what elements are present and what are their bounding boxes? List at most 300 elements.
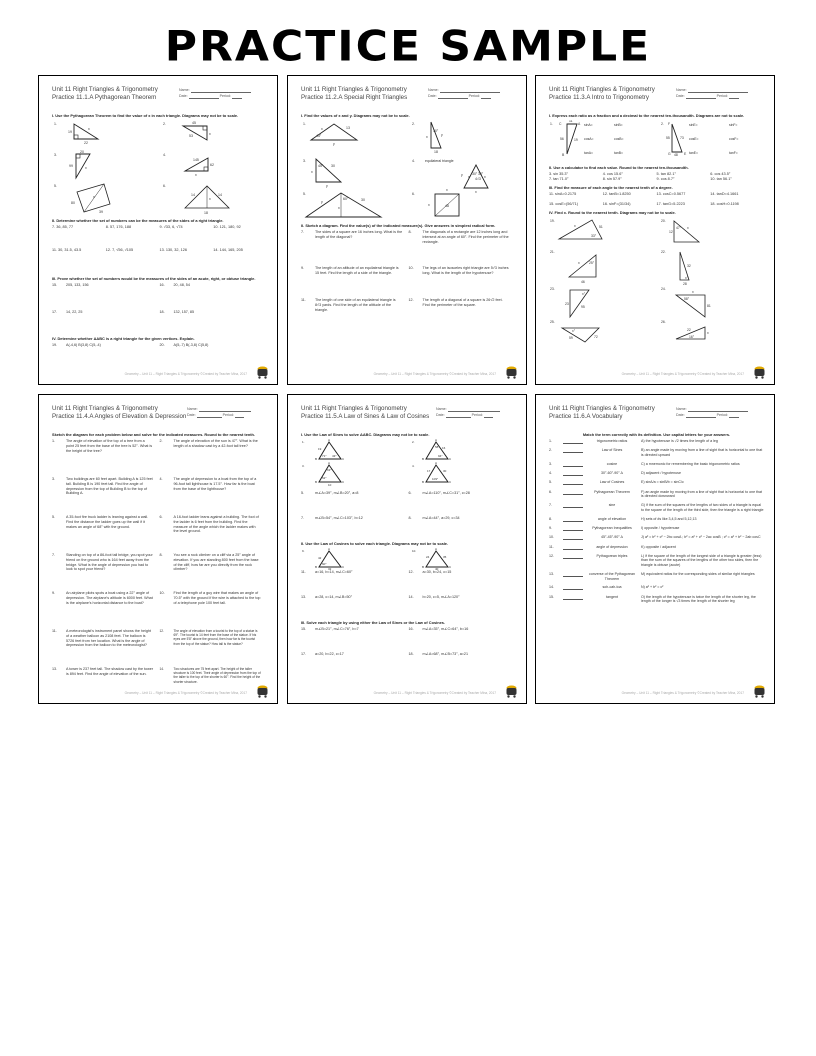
period-line: [481, 94, 491, 99]
svg-text:B: B: [562, 153, 565, 157]
worksheet-header: [549, 405, 764, 429]
vocab-item: 15. tangent O) the length of the hypotenuse is twice the length of the shorter leg, the length of the longer is √3 times the length of the shorter leg: [549, 594, 756, 604]
law-of-cosines-figures: [301, 548, 516, 570]
section-heading: III. Prove whether the set of numbers would be the measures of the sides of an acute, right, or obtuse triangle.: [52, 276, 256, 281]
pythagorean-figures: [52, 120, 267, 215]
svg-text:45: 45: [192, 121, 196, 125]
vocab-item: 12. Pythagorean triples L) if the square of the length of the longest side of a triangle is greater (less) than the sum of the squares of the lengths of the other two sides, then the triangle is obtuse (acute): [549, 553, 762, 568]
svg-text:x: x: [578, 261, 580, 265]
svg-text:24.: 24.: [661, 287, 666, 291]
period-label: Period:: [716, 94, 728, 98]
problem-item: 7. 36, 85, 77: [52, 225, 74, 229]
svg-text:B: B: [315, 565, 318, 569]
svg-text:cosF=: cosF=: [729, 137, 739, 141]
period-line: [235, 413, 244, 418]
vocab-item: 8. angle of elevation H) sets of #s like 3,4,5 and 5,12,13: [549, 516, 697, 521]
section-heading: Match the term correctly with its definition. Use capital letters for your answers.: [582, 432, 731, 437]
section-heading: II. Use the Law of Cosines to solve each triangle. Diagrams may not be to scale.: [301, 541, 449, 546]
answer-blank[interactable]: [563, 448, 583, 453]
svg-text:A: A: [435, 439, 438, 442]
gold-pot-icon: [753, 365, 766, 379]
vocab-item: 5. Law of Cosines E) sinA/a = sinB/b = sinC/c: [549, 480, 684, 485]
svg-text:9.: 9.: [302, 549, 305, 553]
svg-text:58°: 58°: [435, 445, 440, 449]
answer-blank[interactable]: [563, 526, 583, 531]
unit-title: Unit 11 Right Triangles & Trigonometry: [52, 405, 158, 412]
answer-blank[interactable]: [563, 595, 583, 600]
svg-text:x: x: [707, 331, 709, 335]
problem-item: 9. √33, 6, √74: [159, 225, 183, 229]
period-label: Period:: [471, 413, 483, 417]
svg-text:2.: 2.: [661, 122, 664, 126]
svg-text:tanA=: tanA=: [584, 151, 593, 155]
svg-text:32: 32: [328, 567, 332, 570]
svg-text:x: x: [321, 127, 323, 131]
section-heading: I. Use the Pythagorean Theorem to find the value of x in each triangle. Diagrams may not be to scale.: [52, 113, 239, 118]
svg-text:x: x: [484, 175, 486, 179]
gold-pot-icon: [256, 684, 269, 698]
svg-text:y: y: [326, 184, 328, 188]
svg-text:x: x: [195, 173, 197, 177]
svg-text:22.: 22.: [661, 250, 666, 254]
answer-blank[interactable]: [563, 439, 583, 444]
answer-blank[interactable]: [563, 585, 583, 590]
problem-pair: 5. m∠A=39°, m∠B=20°, a=8 6. m∠A=110°, m∠C=31°, c=28: [301, 491, 470, 495]
svg-text:3.: 3.: [54, 153, 57, 157]
period-label: Period:: [716, 413, 728, 417]
svg-text:A: A: [328, 548, 331, 551]
svg-text:F: F: [668, 122, 671, 126]
svg-text:10: 10: [328, 483, 332, 487]
vocab-item: 2. Law of Sines B) an angle made by moving from a line of sight that is horizontal to one that is directed upward: [549, 448, 763, 457]
gold-pot-icon: [505, 365, 518, 379]
worksheet-header: [52, 405, 267, 429]
svg-text:43°: 43°: [332, 454, 337, 458]
svg-text:39: 39: [99, 210, 103, 214]
svg-text:11: 11: [569, 120, 573, 123]
svg-text:C: C: [342, 480, 345, 484]
svg-text:sinE=: sinE=: [689, 123, 698, 127]
svg-text:14: 14: [191, 193, 195, 197]
section-heading: III. Find the measure of each angle to the nearest tenth of a degree.: [549, 185, 673, 190]
svg-text:cosE=: cosE=: [689, 137, 699, 141]
answer-blank[interactable]: [563, 490, 583, 495]
vocab-item: 3. cosine C) a mnemonic for remembering the basic trigonometric ratios: [549, 461, 740, 466]
svg-text:x: x: [93, 195, 95, 199]
worksheet-special-right-triangles: [287, 75, 527, 385]
svg-text:1.: 1.: [550, 122, 553, 126]
worksheet-header: [549, 86, 764, 110]
svg-text:sinB=: sinB=: [614, 123, 623, 127]
svg-text:30°: 30°: [472, 172, 478, 176]
svg-text:18: 18: [434, 150, 438, 154]
svg-text:73: 73: [680, 136, 684, 140]
answer-blank[interactable]: [563, 545, 583, 550]
svg-text:30: 30: [443, 469, 447, 473]
svg-text:55: 55: [666, 136, 670, 140]
svg-text:C: C: [449, 565, 452, 569]
unit-title: Unit 11 Right Triangles & Trigonometry: [52, 86, 158, 93]
svg-text:C: C: [342, 565, 345, 569]
svg-text:30: 30: [361, 198, 365, 202]
answer-blank[interactable]: [563, 480, 583, 485]
svg-text:20.: 20.: [661, 219, 666, 223]
period-line: [484, 413, 493, 418]
svg-text:x: x: [209, 132, 211, 136]
svg-text:tanB=: tanB=: [614, 151, 623, 155]
svg-text:45°: 45°: [316, 134, 322, 138]
svg-text:56: 56: [560, 137, 564, 141]
answer-blank[interactable]: [563, 572, 583, 577]
vocab-item: 4. 30°-60°-90° Δ D) adjacent / hypotenuse: [549, 471, 681, 476]
name-label: Name:: [676, 88, 687, 92]
svg-text:52°: 52°: [322, 476, 327, 480]
svg-text:30°: 30°: [433, 129, 439, 133]
svg-text:109°: 109°: [432, 477, 439, 481]
practice-title: Practice 11.5.A Law of Sines & Law of Cosines: [301, 413, 430, 420]
vocab-item: 14. soh-cah-toa N) a² + b² = c²: [549, 585, 664, 590]
svg-text:1.: 1.: [54, 122, 57, 126]
svg-text:46: 46: [581, 280, 585, 284]
number-set-row: [52, 225, 267, 230]
practice-title: Practice 11.2.A Special Right Triangles: [301, 94, 408, 101]
svg-text:48: 48: [674, 153, 678, 157]
trig-ratio-figures: [549, 120, 764, 162]
svg-text:53: 53: [189, 134, 193, 138]
svg-text:5.: 5.: [54, 184, 57, 188]
svg-text:x: x: [692, 290, 694, 294]
name-label: Name:: [179, 88, 190, 92]
name-label: Name:: [436, 407, 447, 411]
svg-text:6.: 6.: [412, 192, 415, 196]
svg-text:95: 95: [581, 305, 585, 309]
vocab-item: 11. angle of depression K) opposite / adjacent: [549, 544, 676, 549]
period-line: [729, 413, 739, 418]
svg-text:23.: 23.: [550, 287, 555, 291]
section-heading: IV. Determine whether ΔABC is a right triangle for the given vertices. Explain.: [52, 335, 195, 341]
svg-text:B: B: [422, 565, 425, 569]
svg-text:5.: 5.: [303, 192, 306, 196]
name-date-period: [676, 406, 756, 418]
name-date-period: [676, 87, 756, 99]
problem-pair: 19. A(-4,6) B(3,8) C(5,-4) 20. A(5,-7) B(-3,8) C(5,8): [52, 342, 209, 347]
section-heading: II. Sketch a diagram. Find the value(s) of the indicated measure(s). Give answers in simplest radical form.: [301, 223, 496, 228]
section-heading: Sketch the diagram for each problem below and solve for the indicated measures. Round to the nearest tenth.: [52, 432, 256, 437]
svg-text:47°: 47°: [676, 226, 682, 230]
problem-pair: 1. The angle of elevation of the top of a tree from a point 25 feet from the base of the tree is 52°. What is the height of the tree? 2. The angle of elevation of the sun is 47°. What is the length of a shadow cast by a 42-foot tall tree?: [52, 439, 258, 453]
gold-pot-icon: [505, 684, 518, 698]
svg-text:x°: x°: [582, 292, 586, 296]
svg-text:2.: 2.: [163, 122, 166, 126]
svg-text:1.: 1.: [302, 440, 305, 444]
practice-title: Practice 11.1.A Pythagorean Theorem: [52, 94, 157, 101]
name-label: Name:: [676, 407, 687, 411]
svg-text:B: B: [422, 480, 425, 484]
banner-title: PRACTICE SAMPLE: [164, 22, 652, 71]
vocab-item: 6. Pythagorean Theorem F) an angle made by moving from a line of sight that is horizontal to one that is directed downward: [549, 489, 763, 499]
section-heading: I. Find the values of x and y. Diagrams may not be to scale.: [301, 113, 410, 118]
section-heading: III. Solve each triangle by using either the Law of Sines or the Law of Cosines.: [301, 620, 445, 625]
answer-blank[interactable]: [563, 471, 583, 476]
angle-row: 11. sinA=0.2175 12. tanB=1.8250 13. cosC=0.5677 14. tanD=4.1661: [549, 192, 739, 196]
svg-text:A: A: [328, 461, 331, 465]
number-set-row: [52, 248, 267, 253]
unit-title: Unit 11 Right Triangles & Trigonometry: [549, 405, 655, 412]
svg-text:26.: 26.: [661, 320, 666, 324]
svg-text:x: x: [446, 188, 448, 192]
svg-text:y: y: [441, 133, 443, 137]
unit-title: Unit 11 Right Triangles & Trigonometry: [301, 86, 407, 93]
date-line: [438, 94, 468, 99]
svg-text:42: 42: [318, 556, 322, 560]
problem-item: 10. 121, 180, 92: [213, 225, 241, 229]
svg-text:40: 40: [435, 567, 439, 570]
svg-text:94°: 94°: [438, 454, 443, 458]
svg-text:2.: 2.: [412, 440, 415, 444]
angle-row: 15. cosE=(56/71) 16. sinF=(31/34) 17. tanG=5.2223 18. cosH=0.1198: [549, 202, 739, 206]
svg-text:y: y: [333, 142, 335, 146]
svg-text:x°: x°: [572, 329, 576, 333]
problem-item: 11. 30, 31.5, 43.5: [52, 248, 82, 252]
svg-text:E: E: [684, 152, 687, 156]
svg-text:58°: 58°: [684, 297, 690, 301]
practice-title: Practice 11.3.A Intro to Trigonometry: [549, 94, 649, 101]
vocab-item: 13. converse of the Pythagorean Theorem M) equivalent ratios for the corresponding sides of similar right triangles: [549, 571, 755, 581]
page-footer: Geometry – Unit 11 – Right Triangles & Trigonometry ©Created by Teacher Mina, 2017: [621, 372, 744, 376]
gold-pot-icon: [256, 365, 269, 379]
problem-pair: 11. A meteorologist's instrument panel shows the height of a weather balloon as 2108 feet. The balloon is 5726 feet from her location. What is the angle of depression from the balloon to the meteorologist? 12. The angle of elevation from a tourist to the top of a statue is 69°. The tourist is 14 feet from the base of the statue. If his eyes are 5'8" above the ground, then how far is the tourist from the top of the statue? How tall is the statue?: [52, 629, 258, 648]
problem-pair: 17. 14, 22, 25 18. 132, 157, 85: [52, 309, 195, 314]
svg-text:30: 30: [331, 164, 335, 168]
svg-text:145: 145: [193, 158, 199, 162]
worksheet-vocabulary: [535, 394, 775, 704]
gold-pot-icon: [753, 684, 766, 698]
svg-text:30°: 30°: [478, 172, 484, 176]
page-footer: Geometry – Unit 11 – Right Triangles & Trigonometry ©Created by Teacher Mina, 2017: [124, 691, 247, 695]
vocab-item: 9. Pythagorean Inequalities I) opposite / hypotenuse: [549, 525, 680, 530]
name-date-period: [428, 87, 508, 99]
svg-text:equilateral triangle: equilateral triangle: [425, 159, 454, 163]
svg-text:3.: 3.: [302, 464, 305, 468]
svg-text:51: 51: [599, 225, 603, 229]
svg-text:19: 19: [318, 447, 322, 451]
date-label: Date:: [676, 94, 685, 98]
date-label: Date:: [676, 413, 685, 417]
special-triangle-figures: [301, 120, 516, 220]
svg-text:4.: 4.: [163, 153, 166, 157]
name-date-period: [179, 87, 259, 99]
problem-item: 12. 7, √56, √105: [105, 248, 134, 252]
svg-text:x°: x°: [685, 276, 689, 280]
svg-text:y: y: [321, 200, 323, 204]
svg-text:x: x: [88, 127, 90, 131]
period-label: Period:: [468, 94, 480, 98]
section-heading: IV. Find x. Round to the nearest tenth. Diagrams may not be to scale.: [549, 210, 676, 215]
problem-pair: 5. A 35-foot fire truck ladder is leaning against a wall. Find the distance the ladder goes up the wall if it makes an angle of 68° with the ground. 6. A 16-foot ladder leans against a building. The foot of the ladder is 6 feet from the building. Find the measure of the angle which the ladder makes with the level ground.: [52, 515, 259, 534]
date-line: [189, 94, 219, 99]
svg-text:99: 99: [69, 164, 73, 168]
svg-text:x: x: [428, 203, 430, 207]
svg-text:17: 17: [427, 469, 431, 473]
svg-text:33°: 33°: [591, 234, 597, 238]
svg-text:A: A: [328, 439, 331, 442]
svg-text:71°: 71°: [322, 454, 327, 458]
svg-text:tanE=: tanE=: [689, 151, 698, 155]
svg-text:x: x: [574, 224, 576, 228]
svg-text:C: C: [342, 457, 345, 461]
worksheet-law-of-sines-cosines: [287, 394, 527, 704]
page-footer: Geometry – Unit 11 – Right Triangles & Trigonometry ©Created by Teacher Mina, 2017: [621, 691, 744, 695]
svg-text:80: 80: [71, 201, 75, 205]
date-line: [446, 413, 471, 418]
name-date-period: [187, 406, 259, 418]
svg-text:12: 12: [669, 230, 673, 234]
problem-item: 13. 130, 32, 126: [159, 248, 187, 252]
problem-pair: 7. Standing on top of a 86-foot tall bridge, you spot your friend on the ground who is 164 feet away from the bridge. What is the angle of depression you had to look to spot your friend? 8. You see a rock climber on a cliff via a 25° angle of elevation. If you are standing 800 feet from the base of the cliff, how far are you directly from the rock climber?: [52, 553, 259, 572]
page-footer: Geometry – Unit 11 – Right Triangles & Trigonometry ©Created by Teacher Mina, 2017: [373, 372, 496, 376]
svg-text:18: 18: [204, 211, 208, 215]
worksheet-header: [301, 86, 516, 110]
answer-blank[interactable]: [563, 554, 583, 559]
worksheet-pythagorean-theorem: [38, 75, 278, 385]
calc-row: 3. sin 35.3° 4. cos 15.6° 5. tan 82.1° 6. cos 43.5°: [549, 172, 731, 176]
svg-text:19.: 19.: [550, 219, 555, 223]
worksheet-angles-elevation-depression: [38, 394, 278, 704]
unit-title: Unit 11 Right Triangles & Trigonometry: [301, 405, 407, 412]
svg-text:25.: 25.: [550, 320, 555, 324]
svg-text:B: B: [315, 480, 318, 484]
problem-pair: 11. The length of one side of an equilateral triangle is 8√3 yards. Find the length of the altitude of the triangle. 12. The length of a diagonal of a square is 26√2 feet. Find the perimeter of the square.: [301, 297, 503, 312]
svg-text:x: x: [209, 197, 211, 201]
date-line: [686, 94, 716, 99]
name-date-period: [436, 406, 508, 418]
worksheet-header: [52, 86, 267, 110]
svg-text:21.: 21.: [550, 250, 555, 254]
svg-text:C: C: [559, 122, 562, 126]
section-heading: II. Use a calculator to find each value. Round to the nearest ten-thousandth.: [549, 165, 689, 170]
problem-pair: 13. A tower is 237 feet tall. The shadow cast by the tower is 894 feet. Find the angle of elevation of the sun. 14. Two structures are 75 feet apart. The height of the taller structure is 100 feet. Their angle of depression from the top of the taller to the top of the shorter is 60°. Find the height of the shorter structure.: [52, 667, 261, 684]
svg-text:22: 22: [84, 141, 88, 145]
problem-pair: 7. The sides of a square are 16 inches long. What is the length of the diagonal? 8. The diagonals of a rectangle are 12 inches long and intersect at an angle of 60°. Find the perimeter of the rectangle.: [301, 230, 509, 244]
svg-text:x: x: [426, 135, 428, 139]
svg-text:19: 19: [574, 138, 578, 142]
svg-text:32: 32: [687, 264, 691, 268]
date-label: Date:: [187, 413, 196, 417]
problem-pair: 7. m∠B=54°, m∠C=103°, b=12 8. m∠A=44°, a=29, c=34: [301, 516, 460, 520]
section-heading: I. Use the Law of Sines to solve ΔABC. Diagrams may not be to scale.: [301, 432, 430, 437]
svg-text:20: 20: [80, 150, 84, 154]
svg-text:62: 62: [210, 163, 214, 167]
svg-text:cosB=: cosB=: [614, 137, 624, 141]
answer-blank[interactable]: [563, 535, 583, 540]
date-label: Date:: [436, 413, 445, 417]
vocab-item: 1. trigonometric ratios A) the hypotenuse is √2 times the length of a leg: [549, 439, 718, 443]
name-label: Name:: [428, 88, 439, 92]
svg-text:B: B: [422, 457, 425, 461]
svg-text:16°: 16°: [689, 335, 695, 339]
page-footer: Geometry – Unit 11 – Right Triangles & Trigonometry ©Created by Teacher Mina, 2017: [124, 372, 247, 376]
svg-text:16: 16: [442, 446, 446, 450]
svg-text:cosA=: cosA=: [584, 137, 594, 141]
svg-text:4√3: 4√3: [475, 177, 481, 181]
svg-text:4.: 4.: [412, 159, 415, 163]
problem-pair: 9. The length of an altitude of an equilateral triangle is 15 feet. Find the length of a side of the triangle. 10. The legs of an isosceles right triangle are 5√3 inches long. What is the length of the hypotenuse?: [301, 266, 509, 276]
problem-item: 14. 144, 165, 205: [213, 248, 243, 252]
svg-text:60°: 60°: [322, 562, 327, 566]
date-line: [197, 413, 222, 418]
unit-title: Unit 11 Right Triangles & Trigonometry: [549, 86, 655, 93]
find-x-figures: [549, 217, 764, 343]
problem-item: 8. 57, 176, 188: [105, 225, 132, 229]
svg-text:x: x: [468, 175, 470, 179]
problem-pair: 17. a=20, b=22, c=17 18. m∠A=68°, m∠B=73°, a=21: [301, 652, 469, 656]
svg-text:x: x: [338, 206, 340, 210]
svg-text:45°: 45°: [318, 164, 324, 168]
section-heading: II. Determine whether the set of numbers can be the measures of the sides of a right triangle.: [52, 218, 224, 223]
svg-text:14: 14: [218, 193, 222, 197]
problem-pair: 3. Two buildings are 60 feet apart. Building A is 125 feet tall. Building B is 190 feet tall. Find the angle of depression from the top of Building B to the top of Building A. 4. The angle of depression to a boat from the top of a 96-foot tall lighthouse is 17.5°. How far is the boat from the base of the lighthouse?: [52, 477, 257, 496]
vocab-item: 7. sine G) if the sum of the squares of the lengths of two sides of a triangle is equal to the square of the length of the third side, then the triangle is a right triangle: [549, 503, 764, 512]
svg-text:y: y: [461, 173, 463, 177]
svg-text:72: 72: [594, 335, 598, 339]
svg-text:24: 24: [426, 555, 430, 559]
answer-blank[interactable]: [563, 503, 583, 508]
period-label: Period:: [222, 413, 234, 417]
svg-text:48: 48: [445, 204, 449, 208]
date-label: Date:: [179, 94, 188, 98]
svg-text:x: x: [687, 226, 689, 230]
svg-text:2.: 2.: [412, 122, 415, 126]
svg-text:A: A: [435, 548, 438, 551]
svg-text:25°: 25°: [589, 261, 595, 265]
period-label: Period:: [219, 94, 231, 98]
worksheet-header: [301, 405, 516, 429]
svg-text:B: B: [315, 457, 318, 461]
svg-text:tanF=: tanF=: [729, 151, 738, 155]
svg-text:x: x: [311, 170, 313, 174]
svg-text:19: 19: [68, 130, 72, 134]
svg-text:10.: 10.: [412, 549, 417, 553]
svg-text:23: 23: [565, 302, 569, 306]
svg-text:C: C: [449, 457, 452, 461]
svg-text:C: C: [449, 480, 452, 484]
problem-pair: 13. a=28, c=14, m∠B=50° 14. b=20, c=5, m∠A=120°: [301, 595, 460, 599]
svg-text:x: x: [85, 166, 87, 170]
vocab-item: 10. 45°-45°-90° Δ J) a² = b² + c² − 2bc cosA ; b² = a² + c² − 2ac cosB ; c² = a² + b² − 2ab cosC: [549, 535, 761, 540]
svg-text:22: 22: [687, 328, 691, 332]
svg-text:4.: 4.: [412, 464, 415, 468]
problem-pair: 9. An airplane pilots spots a boat using a 22° angle of depression. The airplane's altitude is 6000 feet. What is the airplane's horizontal distance to the boat? 10. Find the length of a guy wire that makes an angle of 70.5° with the ground if the wire is attached to the top of a telephone pole 100 feet tall.: [52, 591, 261, 605]
date-label: Date:: [428, 94, 437, 98]
svg-text:28: 28: [683, 282, 687, 286]
answer-blank[interactable]: [563, 462, 583, 467]
svg-text:3.: 3.: [303, 159, 306, 163]
svg-text:6.: 6.: [163, 184, 166, 188]
calc-row: 7. tan 71.0° 8. sin 57.9° 9. cos 8.7° 10. tan 56.1°: [549, 177, 732, 181]
worksheet-intro-to-trigonometry: [535, 75, 775, 385]
svg-text:1.: 1.: [303, 122, 306, 126]
svg-text:A: A: [578, 122, 581, 126]
svg-text:63°: 63°: [327, 468, 332, 472]
answer-blank[interactable]: [563, 517, 583, 522]
problem-pair: 15. m∠B=21°, m∠C=76°, b=7 16. m∠A=35°, m∠C=64°, b=16: [301, 627, 469, 631]
law-of-sines-figures: [301, 439, 516, 491]
practice-title: Practice 11.4.A Angles of Elevation & Depression: [52, 413, 187, 420]
period-line: [232, 94, 242, 99]
svg-text:sinF=: sinF=: [729, 123, 738, 127]
svg-text:60°: 60°: [343, 197, 349, 201]
problem-pair: 15. 205, 133, 156 16. 20, 48, 54: [52, 283, 190, 287]
